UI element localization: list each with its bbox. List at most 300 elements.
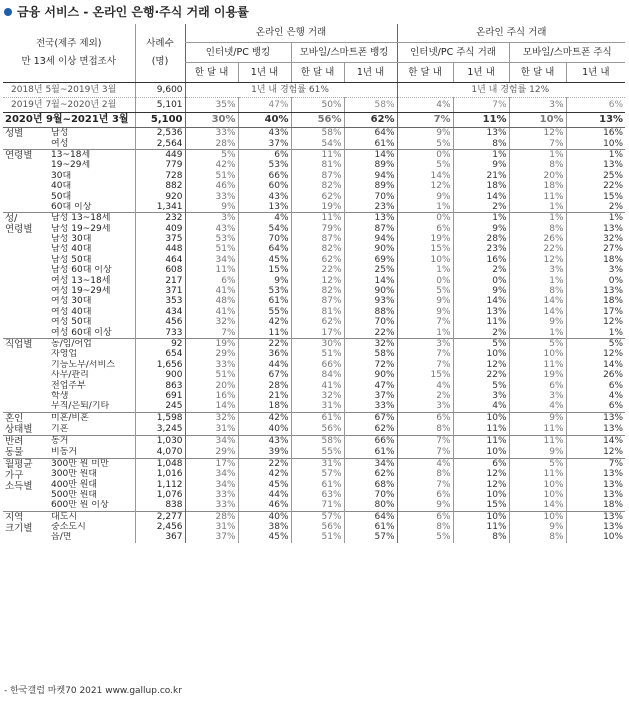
value-cell: 34% — [185, 479, 238, 489]
value-cell: 12% — [509, 255, 566, 265]
value-cell: 22% — [453, 370, 509, 380]
value-cell: 28% — [453, 234, 509, 244]
value-cell: 8% — [453, 532, 509, 542]
value-cell: 22% — [238, 338, 291, 349]
value-cell: 35% — [185, 98, 238, 113]
value-cell: 6% — [509, 380, 566, 390]
value-cell: 72% — [344, 360, 397, 370]
value-cell: 58% — [291, 435, 344, 447]
value-cell: 61% — [344, 138, 397, 149]
value-cell: 18% — [566, 255, 625, 265]
value-cell: 14% — [453, 191, 509, 201]
table-row — [3, 435, 625, 447]
value-cell: 14% — [566, 360, 625, 370]
row-label: 무직/은퇴/기타 — [51, 401, 110, 412]
value-cell: 10% — [509, 490, 566, 500]
sample-cell: 4,070 — [135, 447, 185, 459]
value-cell: 33% — [185, 500, 238, 511]
value-cell: 14% — [509, 296, 566, 306]
value-cell: 63% — [291, 490, 344, 500]
value-cell: 3% — [397, 401, 453, 412]
value-cell: 13% — [566, 412, 625, 424]
period-label: 2018년 5월~2019년 3월 — [3, 83, 135, 98]
row-label: 여성 40대 — [51, 306, 92, 317]
value-cell: 19% — [291, 202, 344, 213]
value-cell: 10% — [397, 255, 453, 265]
value-cell: 87% — [291, 234, 344, 244]
value-cell: 11% — [453, 435, 509, 447]
row-label: 기혼 — [51, 424, 69, 435]
row-label: 전업주부 — [51, 380, 86, 391]
sample-cell: 728 — [135, 171, 185, 181]
row-label: 여성 60대 이상 — [51, 327, 112, 338]
row-label: 남성 50대 — [51, 254, 92, 265]
value-cell: 14% — [509, 500, 566, 511]
value-cell: 11% — [453, 113, 509, 128]
sample-cell: 900 — [135, 370, 185, 380]
value-cell: 8% — [397, 469, 453, 479]
value-cell: 10% — [453, 511, 509, 522]
sample-cell: 1,076 — [135, 490, 185, 500]
table-row — [3, 458, 625, 469]
value-cell: 34% — [185, 469, 238, 479]
value-cell: 82% — [291, 181, 344, 191]
row-label: 남성 13~18세 — [39, 213, 135, 224]
value-cell: 1% — [509, 202, 566, 213]
row-label: 남성 19~29세 — [51, 223, 111, 234]
table-row — [3, 532, 625, 542]
value-cell: 9% — [397, 500, 453, 511]
value-cell: 45% — [238, 532, 291, 542]
value-cell: 51% — [185, 244, 238, 254]
value-cell: 19% — [185, 338, 238, 349]
value-cell: 2% — [453, 265, 509, 275]
value-cell: 62% — [344, 424, 397, 436]
month-header: 한 달 내 — [291, 63, 344, 83]
value-cell: 90% — [344, 286, 397, 296]
row-label: 50대 — [51, 191, 72, 202]
value-cell: 37% — [344, 391, 397, 401]
value-cell: 3% — [509, 98, 566, 113]
row-label: 남성 40대 — [51, 244, 92, 255]
value-cell: 7% — [397, 435, 453, 447]
value-cell: 9% — [397, 296, 453, 306]
value-cell: 56% — [291, 424, 344, 436]
value-cell: 2% — [397, 391, 453, 401]
value-cell: 4% — [566, 391, 625, 401]
value-cell: 1% — [509, 149, 566, 160]
value-cell: 46% — [238, 500, 291, 511]
value-cell: 13% — [566, 469, 625, 479]
value-cell: 62% — [291, 317, 344, 327]
value-cell: 10% — [509, 479, 566, 489]
value-cell: 30% — [185, 113, 238, 128]
row-label: 사무/관리 — [51, 370, 89, 381]
table-body — [3, 83, 625, 543]
value-cell: 26% — [509, 234, 566, 244]
value-cell: 9% — [397, 307, 453, 317]
value-cell: 17% — [185, 458, 238, 469]
sample-cell: 882 — [135, 181, 185, 191]
value-cell: 37% — [185, 532, 238, 542]
value-cell: 6% — [238, 149, 291, 160]
row-label: 300만 원 미만 — [39, 458, 135, 469]
month-header: 한 달 내 — [185, 63, 238, 83]
internet-pc-stock-header: 인터넷/PC 주식 거래 — [397, 43, 509, 63]
sample-cell: 608 — [135, 265, 185, 275]
value-cell: 18% — [566, 296, 625, 306]
value-cell: 87% — [291, 171, 344, 181]
value-cell: 53% — [238, 286, 291, 296]
sample-cell: 1,112 — [135, 479, 185, 489]
value-cell: 12% — [453, 360, 509, 370]
row-label: 자영업 — [51, 349, 78, 360]
value-cell: 10% — [509, 113, 566, 128]
sample-cell: 217 — [135, 275, 185, 285]
value-cell: 9% — [509, 412, 566, 424]
value-cell: 11% — [509, 360, 566, 370]
value-cell: 22% — [291, 265, 344, 275]
value-cell: 19% — [509, 370, 566, 380]
sample-cell: 449 — [135, 149, 185, 160]
value-cell: 87% — [291, 296, 344, 306]
value-cell: 15% — [397, 370, 453, 380]
table-row — [3, 181, 625, 191]
table-row — [3, 275, 625, 285]
value-cell: 79% — [291, 224, 344, 234]
group-label: 연령별 — [3, 149, 39, 212]
value-cell: 5% — [397, 160, 453, 170]
value-cell: 14% — [344, 275, 397, 285]
table-row — [3, 360, 625, 370]
group-label: 반려 동물 — [3, 435, 39, 458]
row-label: 동거 — [39, 435, 135, 447]
sample-cell: 232 — [135, 213, 185, 224]
value-cell: 36% — [238, 349, 291, 359]
row-label: 남성 60대 이상 — [51, 265, 112, 276]
value-cell: 41% — [185, 286, 238, 296]
value-cell: 34% — [185, 255, 238, 265]
value-cell: 8% — [397, 522, 453, 532]
value-cell: 6% — [453, 458, 509, 469]
value-cell: 13% — [566, 160, 625, 170]
month-header: 한 달 내 — [397, 63, 453, 83]
row-label: 40대 — [51, 181, 72, 192]
row-label: 중소도시 — [51, 522, 86, 533]
value-cell: 1% — [566, 213, 625, 224]
value-cell: 1% — [397, 327, 453, 338]
value-cell: 11% — [509, 435, 566, 447]
group-label: 성별 — [3, 128, 39, 150]
value-cell: 7% — [453, 98, 509, 113]
value-cell: 38% — [238, 522, 291, 532]
value-cell: 29% — [185, 447, 238, 459]
value-cell: 41% — [291, 380, 344, 390]
total-row — [3, 113, 625, 128]
table-row — [3, 391, 625, 401]
value-cell: 62% — [291, 255, 344, 265]
internet-pc-bank-header: 인터넷/PC 뱅킹 — [185, 43, 291, 63]
sample-cell: 779 — [135, 160, 185, 170]
row-label: 여성 — [51, 138, 69, 149]
value-cell: 0% — [397, 149, 453, 160]
value-cell: 4% — [397, 98, 453, 113]
value-cell: 62% — [344, 113, 397, 128]
value-cell: 14% — [453, 296, 509, 306]
value-cell: 13% — [566, 286, 625, 296]
value-cell: 14% — [185, 401, 238, 412]
value-cell: 9% — [453, 224, 509, 234]
value-cell: 90% — [344, 370, 397, 380]
value-cell: 3% — [509, 265, 566, 275]
value-cell: 15% — [238, 265, 291, 275]
value-cell: 22% — [509, 244, 566, 254]
row-label: 600만 원 이상 — [51, 500, 109, 511]
table-row — [3, 327, 625, 338]
sample-cell: 5,101 — [135, 98, 185, 113]
value-cell: 7% — [397, 479, 453, 489]
value-cell: 43% — [238, 128, 291, 139]
value-cell: 10% — [509, 511, 566, 522]
value-cell: 9% — [509, 522, 566, 532]
value-cell: 10% — [453, 490, 509, 500]
value-cell: 56% — [291, 113, 344, 128]
value-cell: 15% — [566, 191, 625, 201]
value-cell: 0% — [453, 275, 509, 285]
value-cell: 42% — [238, 317, 291, 327]
value-cell: 17% — [291, 327, 344, 338]
value-cell: 66% — [291, 360, 344, 370]
table-row — [3, 128, 625, 139]
value-cell: 64% — [344, 511, 397, 522]
value-cell: 13% — [453, 307, 509, 317]
value-cell: 81% — [291, 307, 344, 317]
value-cell: 69% — [344, 255, 397, 265]
value-cell: 51% — [185, 171, 238, 181]
value-cell: 15% — [397, 244, 453, 254]
value-cell: 12% — [453, 469, 509, 479]
value-cell: 55% — [291, 447, 344, 459]
table-row — [3, 286, 625, 296]
value-cell: 13% — [566, 113, 625, 128]
table-row — [3, 138, 625, 149]
value-cell: 32% — [185, 412, 238, 424]
value-cell: 80% — [344, 500, 397, 511]
value-cell: 13% — [566, 522, 625, 532]
row-label: 농/임/어업 — [39, 338, 135, 349]
row-label: 여성 50대 — [51, 317, 92, 328]
value-cell: 14% — [397, 171, 453, 181]
value-cell: 28% — [238, 380, 291, 390]
sample-cell: 1,030 — [135, 435, 185, 447]
value-cell: 87% — [344, 224, 397, 234]
value-cell: 8% — [397, 424, 453, 436]
page-title — [4, 4, 249, 20]
value-cell: 31% — [185, 424, 238, 436]
row-label: 남성 30대 — [51, 234, 92, 245]
value-cell: 71% — [291, 500, 344, 511]
value-cell: 29% — [185, 349, 238, 359]
value-cell: 12% — [566, 447, 625, 459]
sample-cell: 2,564 — [135, 138, 185, 149]
value-cell: 58% — [344, 98, 397, 113]
value-cell: 58% — [291, 128, 344, 139]
row-label: 13~18세 — [39, 149, 135, 160]
bank-note: 1년 내 경험률 61% — [185, 83, 397, 98]
value-cell: 2% — [453, 327, 509, 338]
value-cell: 94% — [344, 234, 397, 244]
table-row — [3, 317, 625, 327]
sample-cell: 1,048 — [135, 458, 185, 469]
value-cell: 45% — [238, 255, 291, 265]
value-cell: 6% — [397, 511, 453, 522]
table-row — [3, 479, 625, 489]
sample-cell: 434 — [135, 307, 185, 317]
sample-cell: 375 — [135, 234, 185, 244]
reference-row — [3, 83, 625, 98]
table-row — [3, 511, 625, 522]
year-header: 1년 내 — [238, 63, 291, 83]
table-row — [3, 149, 625, 160]
value-cell: 67% — [238, 370, 291, 380]
group-label: 직업별 — [3, 338, 39, 412]
year-header: 1년 내 — [344, 63, 397, 83]
value-cell: 9% — [185, 202, 238, 213]
value-cell: 66% — [238, 171, 291, 181]
value-cell: 26% — [566, 370, 625, 380]
sample-cell: 367 — [135, 532, 185, 542]
value-cell: 43% — [185, 224, 238, 234]
value-cell: 12% — [566, 349, 625, 359]
table-row — [3, 213, 625, 224]
value-cell: 13% — [566, 511, 625, 522]
sample-cell: 371 — [135, 286, 185, 296]
row-label: 60대 이상 — [51, 201, 92, 212]
value-cell: 16% — [185, 391, 238, 401]
value-cell: 7% — [397, 317, 453, 327]
value-cell: 45% — [238, 479, 291, 489]
value-cell: 11% — [291, 213, 344, 224]
value-cell: 13% — [238, 202, 291, 213]
value-cell: 7% — [397, 447, 453, 459]
sample-cell: 1,656 — [135, 360, 185, 370]
sample-cell: 92 — [135, 338, 185, 349]
value-cell: 60% — [238, 181, 291, 191]
value-cell: 9% — [238, 275, 291, 285]
value-cell: 28% — [185, 138, 238, 149]
value-cell: 51% — [291, 532, 344, 542]
value-cell: 3% — [397, 338, 453, 349]
value-cell: 10% — [453, 412, 509, 424]
table-row — [3, 224, 625, 234]
sample-cell: 448 — [135, 244, 185, 254]
value-cell: 5% — [509, 338, 566, 349]
value-cell: 34% — [185, 435, 238, 447]
table-row — [3, 338, 625, 349]
value-cell: 18% — [453, 181, 509, 191]
year-header: 1년 내 — [453, 63, 509, 83]
value-cell: 46% — [185, 181, 238, 191]
sample-cell: 1,016 — [135, 469, 185, 479]
row-label: 300만 원대 — [51, 469, 98, 480]
value-cell: 53% — [238, 160, 291, 170]
year-header: 1년 내 — [566, 63, 625, 83]
value-cell: 84% — [291, 370, 344, 380]
value-cell: 89% — [344, 160, 397, 170]
sample-cell: 2,456 — [135, 522, 185, 532]
value-cell: 57% — [291, 511, 344, 522]
table-row — [3, 265, 625, 275]
table-row — [3, 412, 625, 424]
value-cell: 40% — [238, 424, 291, 436]
value-cell: 1% — [397, 202, 453, 213]
value-cell: 1% — [453, 149, 509, 160]
value-cell: 12% — [566, 317, 625, 327]
value-cell: 5% — [397, 138, 453, 149]
value-cell: 28% — [185, 511, 238, 522]
value-cell: 70% — [344, 490, 397, 500]
row-label: 여성 13~18세 — [51, 275, 111, 286]
value-cell: 58% — [344, 349, 397, 359]
value-cell: 70% — [344, 317, 397, 327]
row-label: 남성 — [39, 128, 135, 139]
row-label: 비동거 — [51, 447, 78, 458]
row-label: 여성 30대 — [51, 296, 92, 307]
value-cell: 14% — [566, 435, 625, 447]
value-cell: 21% — [453, 171, 509, 181]
value-cell: 5% — [397, 286, 453, 296]
row-label: 읍/면 — [51, 532, 72, 543]
value-cell: 10% — [453, 447, 509, 459]
value-cell: 7% — [509, 138, 566, 149]
table-row — [3, 160, 625, 170]
table-row — [3, 202, 625, 213]
sample-cell: 9,600 — [135, 83, 185, 98]
title-text: 금융 서비스 - 온라인 은행·주식 거래 이용률 — [17, 5, 249, 19]
value-cell: 51% — [185, 370, 238, 380]
value-cell: 13% — [344, 213, 397, 224]
table-row — [3, 424, 625, 436]
value-cell: 6% — [566, 98, 625, 113]
value-cell: 31% — [291, 458, 344, 469]
value-cell: 50% — [291, 98, 344, 113]
bullet-icon — [4, 8, 12, 16]
value-cell: 5% — [453, 338, 509, 349]
value-cell: 7% — [397, 360, 453, 370]
value-cell: 32% — [185, 317, 238, 327]
value-cell: 7% — [566, 458, 625, 469]
value-cell: 20% — [185, 380, 238, 390]
value-cell: 9% — [397, 128, 453, 139]
mobile-stock-header: 모바일/스마트폰 주식 — [509, 43, 625, 63]
value-cell: 12% — [453, 479, 509, 489]
value-cell: 64% — [238, 244, 291, 254]
row-label: 500만 원대 — [51, 489, 98, 500]
table-row — [3, 307, 625, 317]
value-cell: 89% — [344, 181, 397, 191]
value-cell: 13% — [566, 479, 625, 489]
value-cell: 57% — [344, 532, 397, 542]
value-cell: 47% — [344, 380, 397, 390]
value-cell: 90% — [344, 244, 397, 254]
value-cell: 23% — [453, 244, 509, 254]
value-cell: 3% — [566, 265, 625, 275]
value-cell: 13% — [566, 224, 625, 234]
value-cell: 12% — [397, 181, 453, 191]
value-cell: 5% — [185, 149, 238, 160]
value-cell: 4% — [397, 380, 453, 390]
group-label: 지역 크기별 — [3, 511, 39, 543]
